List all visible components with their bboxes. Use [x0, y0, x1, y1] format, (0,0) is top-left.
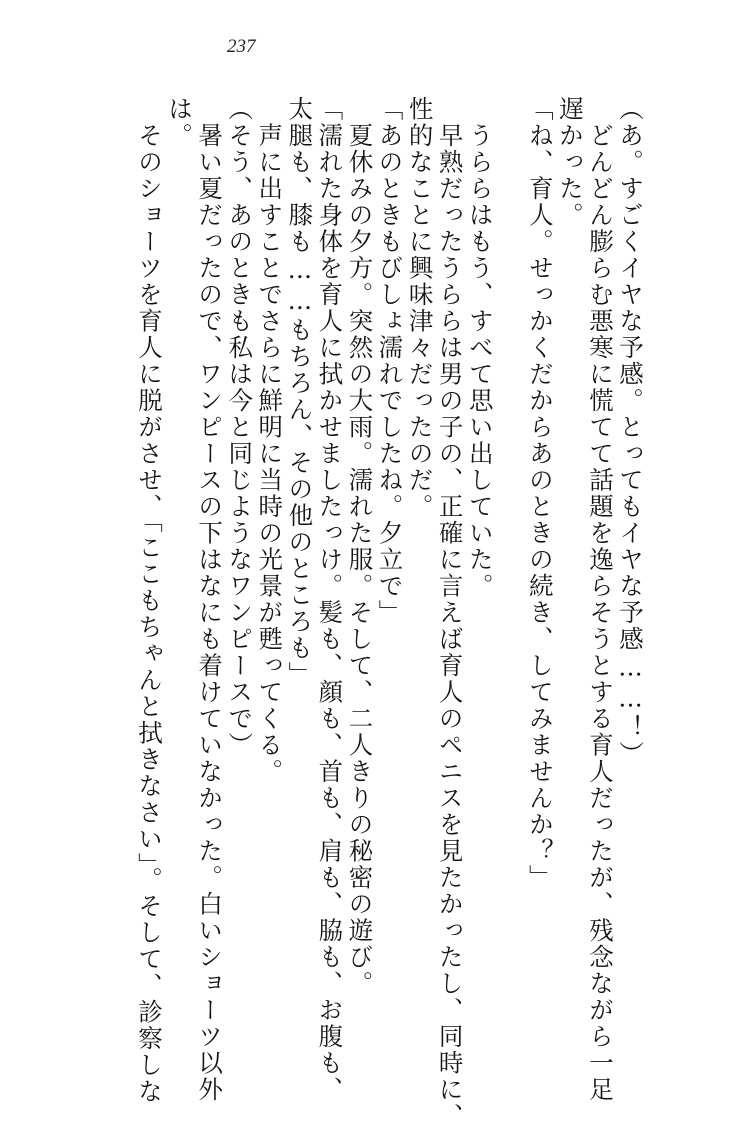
text-column: 夏休みの夕方。突然の大雨。濡れた服。そして、二人きりの秘密の遊び。: [345, 96, 375, 997]
text-column: （そう、あのときも私は今と同じようなワンピースで）: [225, 96, 255, 759]
text-column: 暑い夏だったので、ワンピースの下はなにも着けていなかった。白いショーツ以外: [195, 96, 225, 1103]
blank-column: [496, 96, 525, 976]
text-column: 「濡れた身体を育人に拭かせましたっけ。髪も、顔も、首も、肩も、脇も、お腹も、: [315, 96, 345, 1103]
text-column: （あ。すごくイヤな予感。とってもイヤな予感……！）: [616, 96, 645, 768]
text-column: 太腿も、膝も……もちろん、その他のところも」: [285, 96, 315, 688]
text-column: 「あのときもびしょ濡れでしたね。夕立で」: [375, 96, 405, 626]
vertical-text-body: [135, 96, 645, 1130]
text-column: 声に出すことでさらに鮮明に当時の光景が甦ってくる。: [255, 96, 285, 785]
text-column: 遅かった。: [555, 96, 585, 229]
text-column: うららはもう、すべて思い出していた。: [465, 96, 495, 600]
text-column: は。: [165, 96, 195, 149]
text-column: 「ね、育人。せっかくだからあのときの続き、してみませんか？」: [525, 96, 555, 891]
text-column: 早熟だったうららは男の子の、正確に言えば育人のペニスを見たかったし、同時に、: [435, 96, 465, 1130]
text-column: どんどん膨らむ悪寒に慌てて話題を逸らそうとする育人だったが、残念ながら一足: [585, 96, 615, 1103]
text-column: 性的なことに興味津々だったのだ。: [405, 96, 435, 520]
text-column: そのショーツを育人に脱がさせ、「ここもちゃんと拭きなさい」。そして、診察しな: [135, 96, 164, 1105]
page-number: 237: [227, 36, 256, 57]
